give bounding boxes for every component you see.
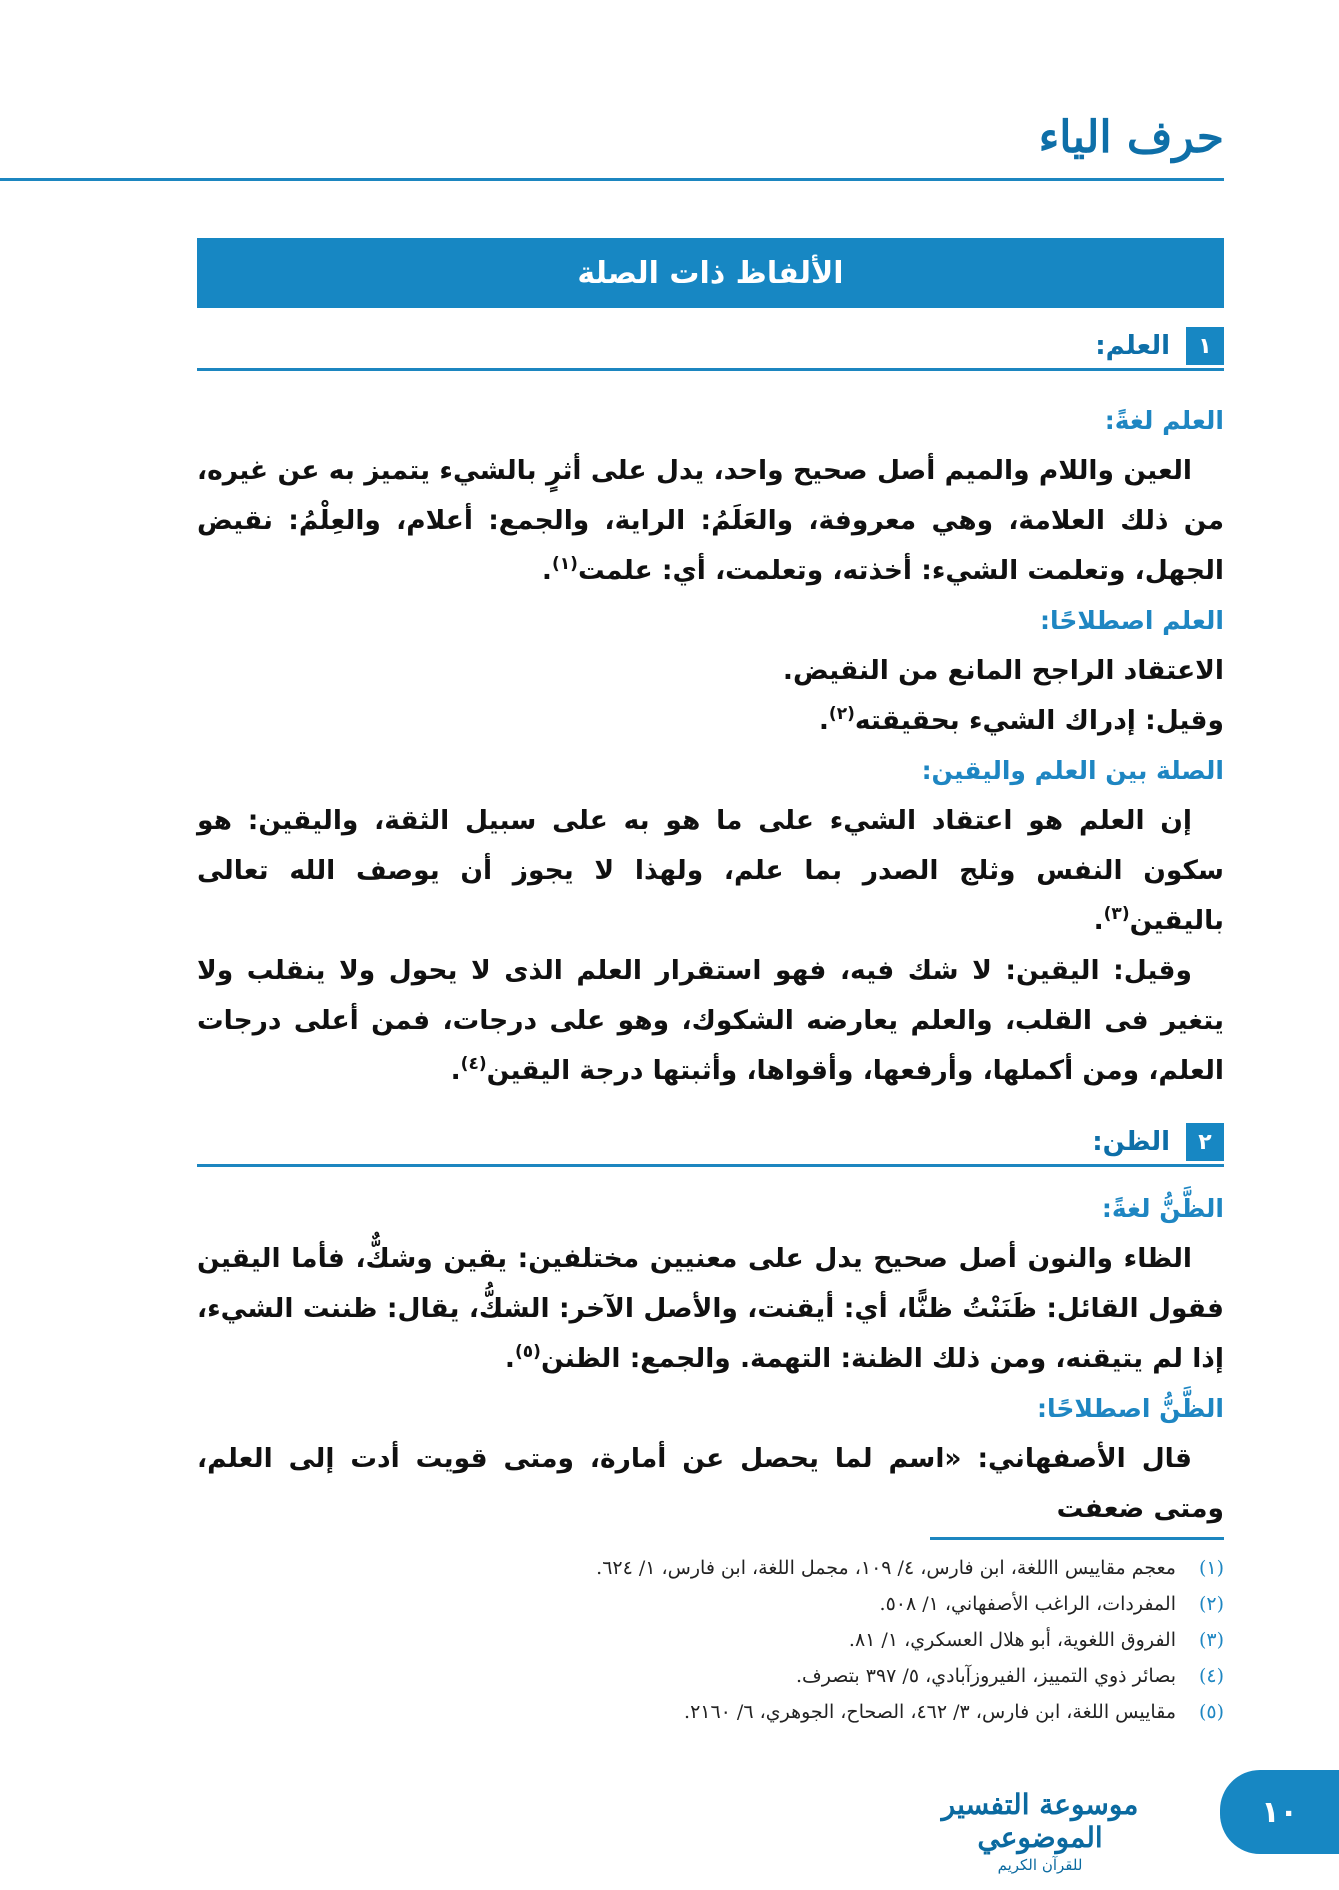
term-label: الظن:: [1092, 1127, 1170, 1157]
footnote-item: [260, 1586, 1224, 1622]
footnote-item: [260, 1694, 1224, 1730]
footnote-number: (١): [1198, 1557, 1224, 1579]
footnotes: [260, 1550, 1224, 1730]
paragraph-lugha: العين واللام والميم أصل صحيح واحد، يدل على أثرٍ بالشيء يتميز به عن غيره، من ذلك العلامة، وهي معروفة، والعَلَمُ: الراية، والجمع: أعلام، والعِلْمُ: نقيض الجهل، وتعلمت الشيء: أخذته، وتعلمت، أي: علمت$^{(١)}$.: [197, 455, 1224, 586]
definition-line: الاعتقاد الراجح المانع من النقيض.: [782, 655, 1224, 686]
footnote-rule: [930, 1537, 1224, 1540]
paragraph-text: الظاء والنون أصل صحيح يدل على معنيين مختلفين: يقين وشكٌّ، فأما اليقين فقول القائل: ظَنَنْتُ ظنًّا، أي: أيقنت، والأصل الآخر: الشكُّ، يقال: ظننت الشيء، إذا لم يتيقنه، ومن ذلك الظنة: التهمة. والجمع: الظنن: [197, 1243, 1224, 1374]
header-rule: [0, 178, 1224, 181]
page-number: ١٠: [1261, 1794, 1298, 1830]
footnote-text: معجم مقاييس االلغة، ابن فارس، ٤/ ١٠٩، مجمل اللغة، ابن فارس، ١/ ٦٢٤.: [596, 1557, 1176, 1579]
footnote-ref: (٢): [828, 704, 855, 725]
term-body-zann: [197, 1184, 1224, 1534]
footnote-ref: (٤): [460, 1054, 487, 1075]
page-number-tab: [1220, 1770, 1339, 1854]
footnote-ref: (٣): [1103, 904, 1130, 925]
definition-line: وقيل: إدراك الشيء بحقيقته$^{(٢)}$.: [818, 704, 1224, 736]
term-heading-zann: [197, 1120, 1224, 1167]
encyclopedia-logo: [900, 1788, 1180, 1874]
paragraph-istilah: قال الأصفهاني: «اسم لما يحصل عن أمارة، ومتى قويت أدت إلى العلم، ومتى ضعفت: [197, 1443, 1224, 1524]
footnote-item: [260, 1658, 1224, 1694]
term-body-ilm: [197, 396, 1224, 1096]
logo-subtitle: للقرآن الكريم: [997, 1856, 1083, 1874]
footnote-number: (٥): [1198, 1701, 1224, 1723]
section-title: الألفاظ ذات الصلة: [577, 255, 844, 291]
footnote-number: (٢): [1198, 1593, 1224, 1615]
paragraph-text: العين واللام والميم أصل صحيح واحد، يدل على أثرٍ بالشيء يتميز به عن غيره، من ذلك العلامة، وهي معروفة، والعَلَمُ: الراية، والجمع: أعلام، والعِلْمُ: نقيض الجهل، وتعلمت الشيء: أخذته، وتعلمت، أي: علمت: [197, 455, 1224, 586]
footnote-ref: (١): [552, 554, 578, 575]
footnote-number: (٣): [1198, 1629, 1224, 1651]
paragraph-text: إن العلم هو اعتقاد الشيء على ما هو به على سبيل الثقة، واليقين: هو سكون النفس وثلج الصدر بما علم، ولهذا لا يجوز أن يوصف الله تعالى باليقين: [197, 805, 1224, 936]
subheading-lugha: العلم لغةً:: [1104, 406, 1224, 435]
footnote-number: (٤): [1198, 1665, 1224, 1687]
subheading-istilah: الظَّنُّ اصطلاحًا:: [1037, 1394, 1224, 1423]
paragraph-lugha: الظاء والنون أصل صحيح يدل على معنيين مختلفين: يقين وشكٌّ، فأما اليقين فقول القائل: ظَنَنْتُ ظنًّا، أي: أيقنت، والأصل الآخر: الشكُّ، يقال: ظننت الشيء، إذا لم يتيقنه، ومن ذلك الظنة: التهمة. والجمع: الظنن$^{(٥)}$.: [197, 1243, 1224, 1374]
term-heading-ilm: [197, 324, 1224, 371]
term-label: العلم:: [1095, 331, 1170, 361]
subheading-sila: الصلة بين العلم واليقين:: [921, 756, 1224, 785]
footnote-ref: (٥): [515, 1342, 541, 1363]
subheading-istilah: العلم اصطلاحًا:: [1039, 606, 1224, 635]
running-head: حرف الياء: [1038, 112, 1224, 163]
footnote-text: الفروق اللغوية، أبو هلال العسكري، ١/ ٨١.: [848, 1629, 1176, 1651]
subheading-lugha: الظَّنُّ لغةً:: [1101, 1194, 1224, 1223]
paragraph-text: وقيل: اليقين: لا شك فيه، فهو استقرار العلم الذى لا يحول ولا ينقلب ولا يتغير فى القلب، والعلم يعارضه الشكوك، وهو على درجات، فمن أعلى درجات العلم، ومن أكملها، وأرفعها، وأقواها، وأثبتها درجة اليقين: [197, 955, 1224, 1086]
paragraph-sila-2: وقيل: اليقين: لا شك فيه، فهو استقرار العلم الذى لا يحول ولا ينقلب ولا يتغير فى القلب، والعلم يعارضه الشكوك، وهو على درجات، فمن أعلى درجات العلم، ومن أكملها، وأرفعها، وأقواها، وأثبتها درجة اليقين$^{(٤)}$.: [197, 955, 1224, 1086]
footnote-text: المفردات، الراغب الأصفهاني، ١/ ٥٠٨.: [879, 1593, 1176, 1615]
footnote-text: بصائر ذوي التمييز، الفيروزآبادي، ٥/ ٣٩٧ بتصرف.: [796, 1665, 1176, 1687]
section-banner: [197, 238, 1224, 308]
footnote-item: [260, 1622, 1224, 1658]
definition-text: وقيل: إدراك الشيء بحقيقته: [854, 705, 1224, 736]
paragraph-sila-1: إن العلم هو اعتقاد الشيء على ما هو به على سبيل الثقة، واليقين: هو سكون النفس وثلج الصدر بما علم، ولهذا لا يجوز أن يوصف الله تعالى باليقين$^{(٣)}$.: [197, 805, 1224, 936]
footnote-item: [260, 1550, 1224, 1586]
logo-title: موسوعة التفسير الموضوعي: [941, 1788, 1139, 1854]
term-number: ١: [1186, 327, 1224, 365]
term-number: ٢: [1186, 1123, 1224, 1161]
footnote-text: مقاييس اللغة، ابن فارس، ٣/ ٤٦٢، الصحاح، الجوهري، ٦/ ٢١٦٠.: [684, 1701, 1176, 1723]
